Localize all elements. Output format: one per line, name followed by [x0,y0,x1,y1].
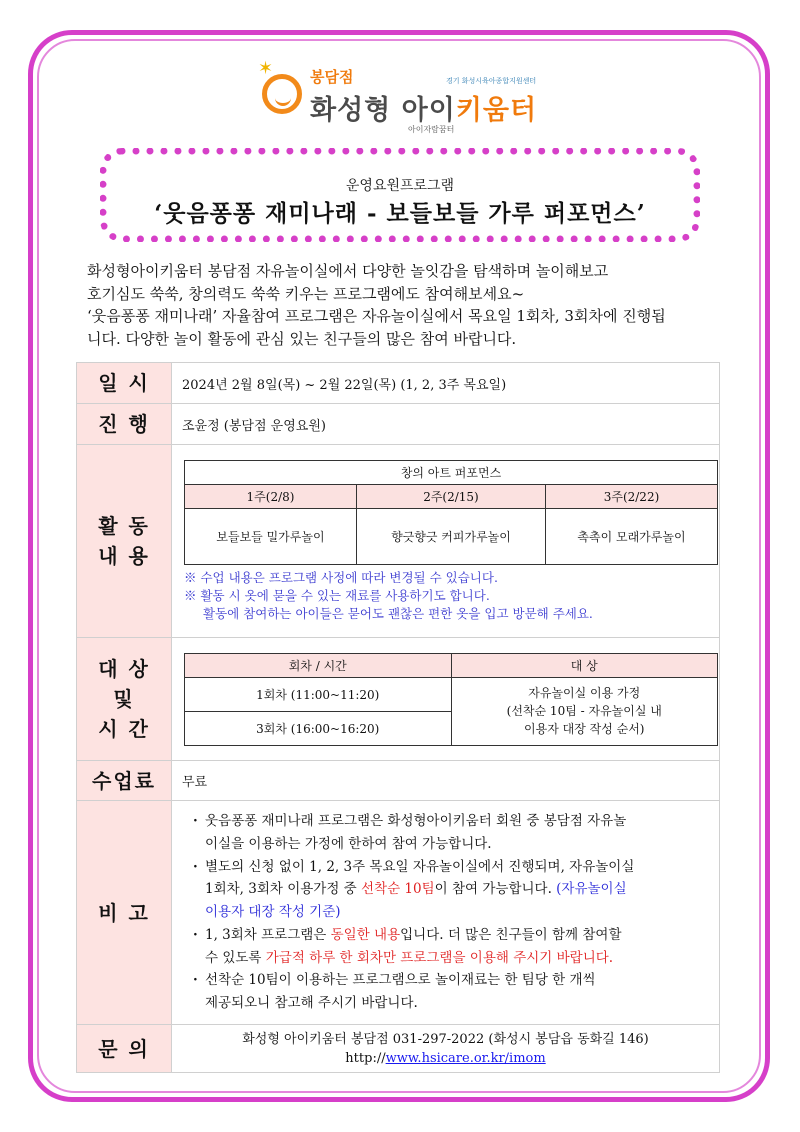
note-line: 활동에 참여하는 아이들은 묻어도 괜찮은 편한 옷을 입고 방문해 주세요. [203,605,593,621]
week-header: 3주(2/22) [545,484,717,508]
intro-line: 화성형아이키움터 봉담점 자유놀이실에서 다양한 놀잇감을 탐색하며 놀이해보고 [87,262,609,280]
activity-table [184,460,718,565]
host-value: 조윤정 (봉담점 운영요원) [172,404,720,445]
intro-line: 호기심도 쑥쑥, 창의력도 쑥쑥 키우는 프로그램에도 참여해보세요~ [87,284,525,303]
remark-item: · 1, 3회차 프로그램은 동일한 내용입니다. 더 많은 친구들이 함께 참여할 수 있도록 가급적 하루 한 회차만 프로그램을 이용해 주시기 바랍니다. [193,924,718,970]
intro-line: 니다. 다양한 놀이 활동에 관심 있는 친구들의 많은 참여 바랍니다. [87,329,517,348]
logo-branch: 봉담점 [310,68,354,86]
label-date: 일 시 [77,363,172,404]
remark-item: · 별도의 신청 없이 1, 2, 3주 목요일 자유놀이실에서 진행되며, 자유놀이실 1회차, 3회차 이용가정 중 선착순 10팀이 참여 가능합니다. (자유놀이실 이용자 대장 작성 기준) [193,856,718,924]
week-header: 1주(2/8) [185,484,357,508]
program-subtitle: 운영요원프로그램 [345,178,455,194]
remark-item: · 선착순 10팀이 이용하는 프로그램으로 놀이재료는 한 팀당 한 개씩 제공되오니 참고해 주시기 바랍니다. [193,969,718,1015]
session-1: 1회차 (11:00~11:20) [185,677,452,711]
activity-table-title: 창의 아트 퍼포먼스 [185,460,718,484]
week-header: 2주(2/15) [356,484,545,508]
label-contact: 문 의 [77,1025,172,1073]
row-host [77,404,720,445]
label-host: 진 행 [77,404,172,445]
contact-url-line: http://www.hsicare.or.kr/imom [345,1050,546,1066]
logo-sub: 아이자람꿈터 [408,125,455,134]
note-line: ※ 활동 시 옷에 묻을 수 있는 재료를 사용하기도 합니다. [184,587,490,603]
activity-item: 보들보들 밀가루놀이 [185,508,357,564]
label-activity: 활 동 내 용 [77,445,172,638]
logo-name: 화성형 아이키움터 [310,95,538,126]
label-fee: 수업료 [77,761,172,801]
target-desc: 자유놀이실 이용 가정 (선착순 10팀 - 자유놀이실 내 이용자 대장 작성 순서) [451,677,718,745]
website-link[interactable]: www.hsicare.or.kr/imom [385,1050,546,1066]
activity-content [172,445,720,638]
intro-line: ‘웃음퐁퐁 재미나래’ 자율참여 프로그램은 자유놀이실에서 목요일 1회차, 3회차에 진행됩 [87,307,666,325]
info-table [76,362,720,1073]
remark-item: · 웃음퐁퐁 재미나래 프로그램은 화성형아이키움터 회원 중 봉담점 자유놀 이실을 이용하는 가정에 한하여 참여 가능합니다. [193,810,718,856]
contact-content [172,1025,720,1073]
date-value: 2024년 2월 8일(목) ~ 2월 22일(목) (1, 2, 3주 목요일) [172,363,720,404]
logo-center-name: 경기 화성시육아종합지원센터 [446,77,537,85]
intro-text [87,260,727,350]
row-target [77,638,720,761]
row-contact [77,1025,720,1073]
row-activity [77,445,720,638]
logo [258,58,548,138]
session-3: 3회차 (16:00~16:20) [185,711,452,745]
label-target: 대 상 및 시 간 [77,638,172,761]
remarks-content [172,801,720,1025]
title-box [100,148,700,242]
col-target-header: 대 상 [451,653,718,677]
fee-value: 무료 [172,761,720,801]
row-date [77,363,720,404]
contact-line: 화성형 아이키움터 봉담점 031-297-2022 (화성시 봉담읍 동화길 146) [242,1031,649,1047]
smile-face-icon [262,74,302,114]
row-remarks [77,801,720,1025]
note-line: ※ 수업 내용은 프로그램 사정에 따라 변경될 수 있습니다. [184,569,498,585]
target-table [184,653,718,746]
star-icon: ✶ [258,58,274,79]
target-content [172,638,720,761]
activity-notes [184,569,718,623]
program-title: ‘웃음퐁퐁 재미나래 - 보들보들 가루 퍼포먼스’ [154,200,646,227]
label-remarks: 비 고 [77,801,172,1025]
activity-item: 촉촉이 모래가루놀이 [545,508,717,564]
col-session-header: 회차 / 시간 [185,653,452,677]
row-fee [77,761,720,801]
activity-item: 향긋향긋 커피가루놀이 [356,508,545,564]
